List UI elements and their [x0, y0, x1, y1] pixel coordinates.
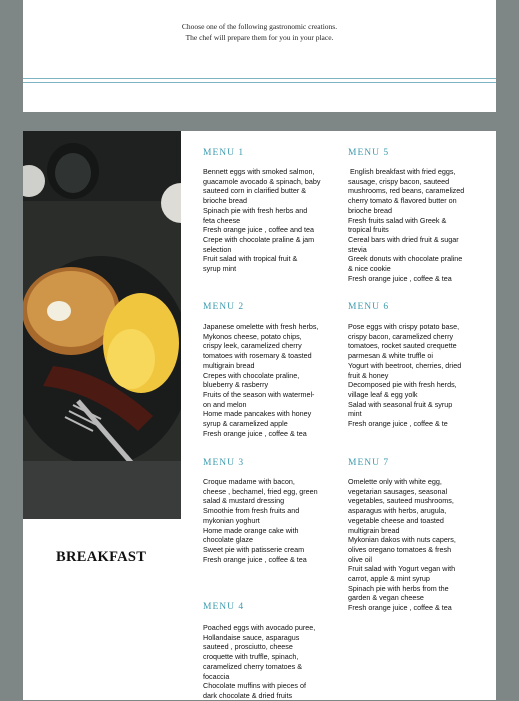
menu-item-line: Fresh orange juice , coffee & tea: [203, 428, 307, 438]
menu-item-line: cheese , bechamel, fried egg, green: [203, 486, 318, 496]
menu-item-line: Smoothie from fresh fruits and: [203, 506, 300, 516]
menu-item-line: Sweet pie with patisserie cream: [203, 544, 305, 554]
menu-item-line: carrot, apple & mint syrup: [348, 574, 430, 584]
menu-item-line: brioche bread: [203, 196, 247, 206]
menu-item-line: Yogurt with beetroot, cherries, dried: [348, 360, 462, 370]
divider: [23, 82, 496, 83]
menu-item-line: parmesan & white truffle oi: [348, 351, 433, 361]
menu-item-line: Omelette only with white egg,: [348, 477, 442, 486]
menu-item-line: sauteed corn in clarified butter &: [203, 186, 307, 196]
menu-item-line: olive oil: [348, 554, 372, 564]
intro-line: Choose one of the following gastronomic creations.: [181, 22, 338, 31]
menu-item-line: tomatoes with rosemary & toasted: [203, 351, 312, 361]
menu-item-line: Fresh orange juice , coffee and tea: [203, 225, 314, 235]
menu-item-line: Decomposed pie with fresh herds,: [348, 380, 457, 390]
menu-item-line: Salad with seasonal fruit & syrup: [348, 399, 453, 409]
menu-item-line: focaccia: [203, 671, 230, 681]
section-title: BREAKFAST: [56, 549, 147, 565]
menu-items: [203, 477, 328, 564]
menu-item-line: Fruit salad with tropical fruit &: [203, 254, 298, 264]
menu-item-line: mint: [348, 409, 362, 419]
menu-title: MENU 1: [203, 148, 245, 158]
menu-title: MENU 5: [348, 148, 390, 158]
menu-item-line: sauteed , prosciutto, cheese: [203, 642, 293, 652]
menu-title: MENU 3: [203, 458, 245, 468]
menu-item-line: Crepe with chocolate praline & jam: [203, 234, 315, 244]
menu-item-line: blueberry & rasberry: [203, 380, 269, 390]
menu-item-line: Japanese omelette with fresh herbs,: [203, 322, 319, 331]
menu-item-line: Poached eggs with avocado puree,: [203, 623, 316, 632]
intro-line: The chef will prepare them for you in your place.: [185, 33, 334, 42]
menu-item-line: croquette with truffle, spinach,: [203, 652, 299, 662]
menu-item-line: Fresh orange juice , coffee & tea: [203, 554, 307, 564]
menu-item-line: mushrooms, red beans, caramelized: [348, 186, 465, 196]
menu-item-line: chocolate glaze: [203, 535, 253, 545]
menu-title: MENU 6: [348, 302, 390, 312]
menu-item-line: Bennett eggs with smoked salmon,: [203, 167, 315, 176]
menu-item-line: Mykonian dakos with nuts capers,: [348, 535, 456, 545]
menu-item-line: Home made orange cake with: [203, 525, 299, 535]
menu-item-line: brioche bread: [348, 205, 392, 215]
menu-item-line: mykonian yoghurt: [203, 515, 260, 525]
menu-item-line: vegetarian sausages, seasonal: [348, 486, 448, 496]
menu-item-line: Hollandaise sauce, asparagus: [203, 632, 300, 642]
menu-items: [348, 167, 473, 283]
menu-item-line: Fresh orange juice , coffee & te: [348, 419, 448, 429]
menu-item-line: crispy bacon, caramelized cherry: [348, 331, 454, 341]
menu-item-line: Fruit salad with Yogurt vegan with: [348, 564, 456, 574]
menu-items: [203, 623, 328, 701]
menu-item-line: Chocolate muffins with pieces of: [203, 681, 306, 691]
menu-item-line: Fresh fruits salad with Greek &: [348, 215, 447, 225]
divider: [23, 78, 496, 79]
intro-panel: [23, 0, 496, 112]
menu-item-line: multigrain bread: [203, 360, 255, 370]
menu-item-line: selection: [203, 244, 232, 254]
menu-item-line: fruit & honey: [348, 370, 389, 380]
menu-item-line: Fresh orange juice , coffee & tea: [348, 273, 452, 283]
menu-item-line: feta cheese: [203, 215, 241, 225]
menu-item-line: caramelized cherry tomatoes &: [203, 661, 303, 671]
menu-item-line: garden & vegan cheese: [348, 593, 424, 603]
menu-item-line: Pose eggs with crispy potato base,: [348, 322, 460, 331]
menu-item-line: Mykonos cheese, potato chips,: [203, 331, 302, 341]
menu-item-line: Greek donuts with chocolate praline: [348, 254, 463, 264]
menu-item-line: vegetable cheese and toasted: [348, 515, 444, 525]
menu-item-line: Home made pancakes with honey: [203, 409, 312, 419]
menu-item-line: syrup & caramelized apple: [203, 419, 288, 429]
menu-item-line: Crepes with chocolate praline,: [203, 370, 300, 380]
menu-title: MENU 2: [203, 302, 245, 312]
menu-title: MENU 7: [348, 458, 390, 468]
menu-item-line: & nice cookie: [348, 264, 391, 274]
menu-item-line: tomatoes, rocket sauted crequette: [348, 341, 457, 351]
menu-item-line: dark chocolate & dried fruits: [203, 690, 293, 700]
menu-item-line: guacamole avocado & spinach, baby: [203, 176, 321, 186]
menu-item-line: tropical fruits: [348, 225, 389, 235]
menu-item-line: Fresh orange juice , coffee & tea: [348, 603, 452, 613]
breakfast-photo: [23, 131, 181, 519]
menu-item-line: multigrain bread: [348, 525, 400, 535]
menu-items: [348, 477, 473, 613]
menu-item-line: syrup mint: [203, 264, 237, 274]
menu-item-line: Croque madame with bacon,: [203, 477, 295, 486]
menu-item-line: on and melon: [203, 399, 247, 409]
menu-title: MENU 4: [203, 602, 245, 612]
menu-items: [348, 322, 473, 429]
menu-items: [203, 167, 328, 274]
menu-item-line: asparagus with herbs, arugula,: [348, 506, 447, 516]
menu-item-line: salad & mustard dressing: [203, 496, 285, 506]
menu-item-line: Spinach pie with herbs from the: [348, 583, 449, 593]
menu-item-line: Cereal bars with dried fruit & sugar: [348, 234, 459, 244]
menu-item-line: vegetables, sauteed mushrooms,: [348, 496, 454, 506]
menu-item-line: Fruits of the season with watermel-: [203, 389, 315, 399]
menu-item-line: crispy leek, caramelized cherry: [203, 341, 302, 351]
menu-item-line: olives oregano tomatoes & fresh: [348, 544, 452, 554]
menu-item-line: sausage, crispy bacon, sauteed: [348, 176, 450, 186]
menu-item-line: English breakfast with fried eggs,: [348, 167, 456, 176]
menu-panel: [23, 131, 496, 700]
menu-items: [203, 322, 328, 438]
menu-item-line: village leaf & egg yolk: [348, 389, 418, 399]
menu-item-line: cherry tomato & flavored butter on: [348, 196, 457, 206]
menu-item-line: Spinach pie with fresh herbs and: [203, 205, 308, 215]
menu-item-line: stevia: [348, 244, 367, 254]
